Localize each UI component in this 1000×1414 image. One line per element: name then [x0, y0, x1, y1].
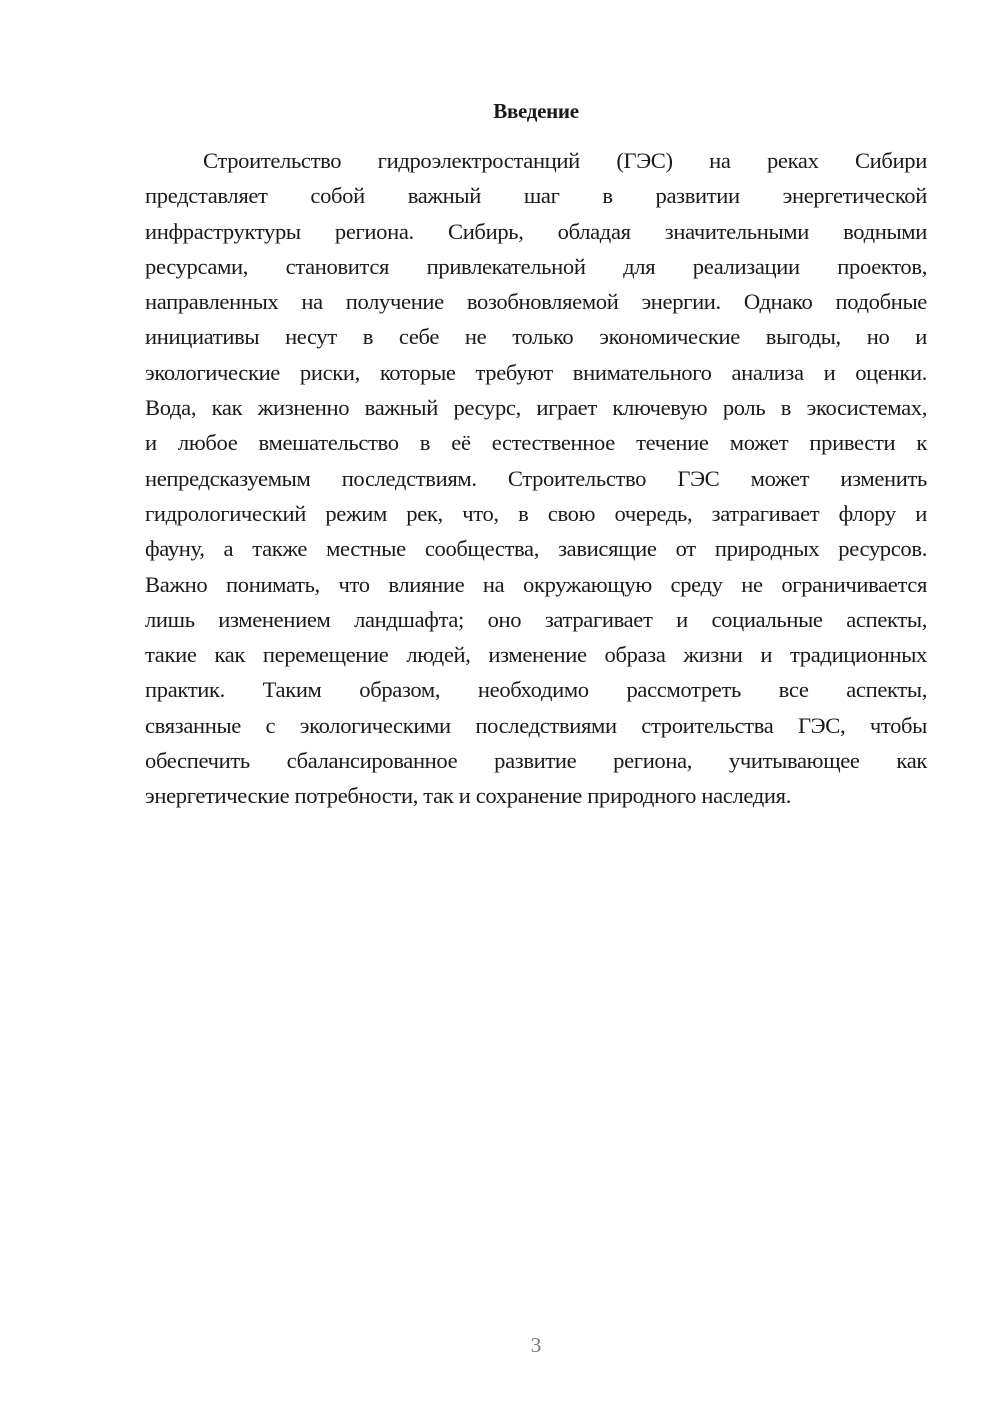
paragraph-line: такие как перемещение людей, изменение образа жизни и традиционных	[145, 642, 927, 668]
introduction-paragraph	[145, 143, 927, 814]
page-number: 3	[530, 1333, 542, 1357]
paragraph-line: ресурсами, становится привлекательной для реализации проектов,	[145, 253, 927, 279]
section-heading: Введение	[493, 99, 579, 123]
paragraph-line: экологические риски, которые требуют внимательного анализа и оценки.	[145, 359, 927, 385]
paragraph-line: связанные с экологическими последствиями строительства ГЭС, чтобы	[145, 712, 927, 738]
paragraph-line: фауну, а также местные сообщества, зависящие от природных ресурсов.	[145, 536, 927, 562]
paragraph-line: и любое вмешательство в её естественное течение может привести к	[145, 430, 927, 456]
paragraph-line: Вода, как жизненно важный ресурс, играет ключевую роль в экосистемах,	[145, 395, 927, 421]
paragraph-line: представляет собой важный шаг в развитии энергетической	[145, 183, 927, 209]
paragraph-line: лишь изменением ландшафта; оно затрагивает и социальные аспекты,	[145, 606, 927, 632]
paragraph-line: гидрологический режим рек, что, в свою очередь, затрагивает флору и	[145, 500, 927, 526]
paragraph-line: инфраструктуры региона. Сибирь, обладая значительными водными	[145, 218, 927, 244]
paragraph-line: энергетические потребности, так и сохранение природного наследия.	[145, 783, 791, 809]
paragraph-line: непредсказуемым последствиям. Строительство ГЭС может изменить	[145, 465, 927, 491]
paragraph-line: практик. Таким образом, необходимо рассмотреть все аспекты,	[145, 677, 927, 703]
paragraph-line: обеспечить сбалансированное развитие региона, учитывающее как	[145, 748, 927, 774]
paragraph-line: инициативы несут в себе не только экономические выгоды, но и	[145, 324, 927, 350]
paragraph-line: направленных на получение возобновляемой энергии. Однако подобные	[145, 289, 927, 315]
paragraph-line: Строительство гидроэлектростанций (ГЭС) на реках Сибири	[203, 148, 927, 173]
paragraph-line: Важно понимать, что влияние на окружающую среду не ограничивается	[145, 571, 927, 597]
